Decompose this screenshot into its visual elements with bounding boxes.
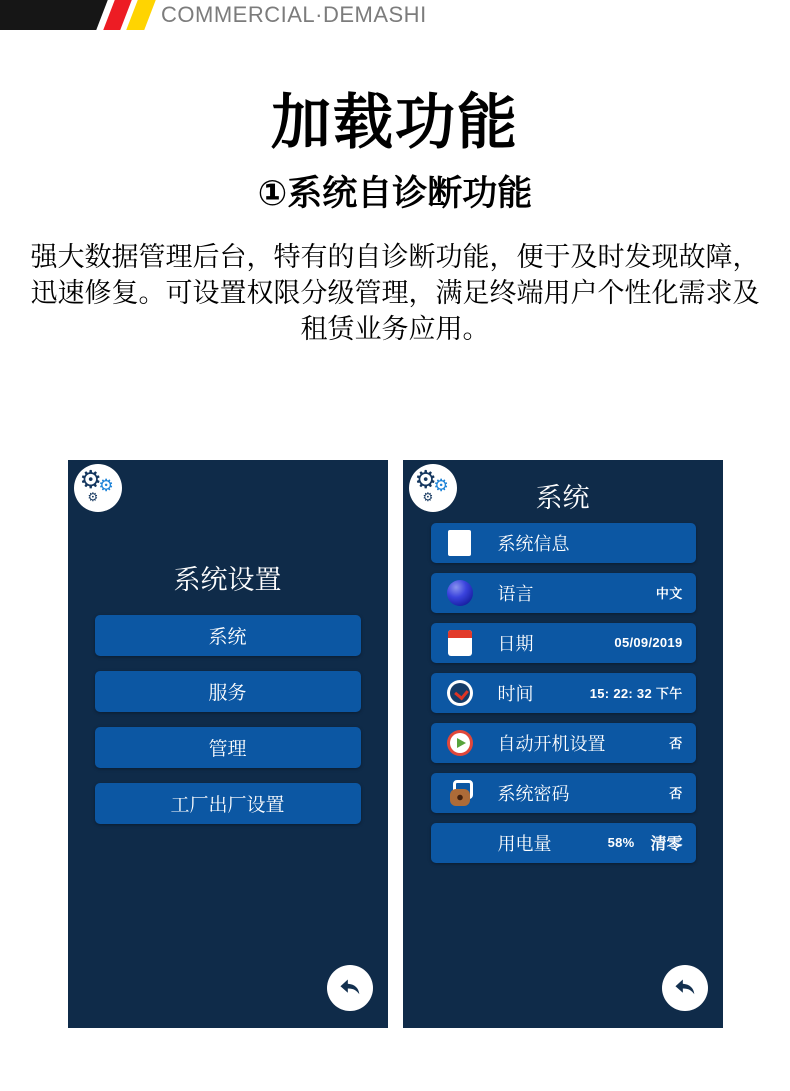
row-label: 系统信息 xyxy=(497,533,570,554)
system-row[interactable] xyxy=(431,523,696,563)
back-arrow-icon xyxy=(672,975,698,1001)
menu-button[interactable]: 工厂出厂设置 xyxy=(95,783,361,824)
row-label: 时间 xyxy=(497,683,534,704)
lock-icon xyxy=(447,780,473,806)
menu-button[interactable]: 服务 xyxy=(95,671,361,712)
page-subtitle: ①系统自诊断功能 xyxy=(257,174,533,213)
play-icon xyxy=(447,730,473,756)
menu-button[interactable]: 系统 xyxy=(95,615,361,656)
system-rows xyxy=(403,523,723,863)
system-row[interactable] xyxy=(431,723,696,763)
page-title: 加载功能 xyxy=(271,89,519,156)
back-button[interactable] xyxy=(662,965,708,1011)
system-screen-title: 系统 xyxy=(535,482,590,513)
row-value: 否 xyxy=(669,786,683,802)
row-value: 中文 xyxy=(655,586,683,602)
menu-button[interactable]: 管理 xyxy=(95,727,361,768)
settings-screen-title: 系统设置 xyxy=(173,564,282,595)
settings-menu-screen xyxy=(68,460,388,1028)
row-value: 15: 22: 32 下午 xyxy=(589,686,683,702)
system-row[interactable] xyxy=(431,623,696,663)
globe-icon xyxy=(447,580,473,606)
system-row[interactable] xyxy=(431,773,696,813)
system-screen xyxy=(403,460,723,1028)
brand-header xyxy=(0,0,790,30)
screens-container xyxy=(0,460,790,1028)
row-label: 用电量 xyxy=(497,833,552,854)
system-row[interactable] xyxy=(431,673,696,713)
gears-icon: ⚙ ⚙ ⚙ xyxy=(74,464,122,512)
row-value: 否 xyxy=(669,736,683,752)
brand-stripe-black xyxy=(0,0,108,30)
system-row[interactable] xyxy=(431,823,696,863)
row-value: 05/09/2019 xyxy=(614,635,683,651)
description-text: 强大数据管理后台，特有的自诊断功能，便于及时发现故障，迅速修复。可设置权限分级管理，满足终端用户个性化需求及租赁业务应用。 xyxy=(30,242,760,344)
row-label: 系统密码 xyxy=(497,783,570,804)
back-arrow-icon xyxy=(337,975,363,1001)
brand-name: COMMERCIAL·DEMASHI xyxy=(161,2,427,27)
row-action-button[interactable]: 清零 xyxy=(650,836,683,854)
system-row[interactable] xyxy=(431,573,696,613)
settings-menu xyxy=(68,615,388,824)
row-label: 自动开机设置 xyxy=(497,733,606,754)
info-square-icon xyxy=(448,530,471,556)
calendar-icon xyxy=(448,630,472,656)
clock-icon xyxy=(447,680,473,706)
back-button[interactable] xyxy=(327,965,373,1011)
gears-icon: ⚙ ⚙ ⚙ xyxy=(409,464,457,512)
row-label: 日期 xyxy=(497,633,534,654)
row-value: 58% xyxy=(607,835,635,851)
brand-stripe-yellow xyxy=(126,0,156,30)
row-label: 语言 xyxy=(497,583,534,604)
